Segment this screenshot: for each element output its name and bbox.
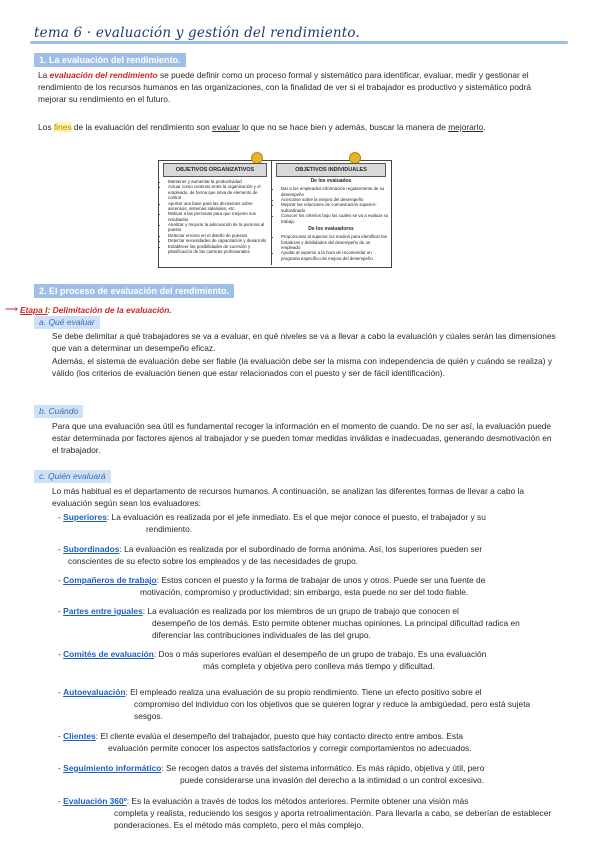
intro-text-post: se puede definir como un proceso formal y sistemático para identificar, evaluar, medir y gestionar el rendimiento de los recursos humanos en las organizaciones, con la finalidad de ver si el trabajador es productivo y sistemático podrá mejorar su rendimiento en el futuro. (38, 70, 531, 105)
evaluator-name: Partes entre iguales (63, 606, 143, 616)
evaluator-desc-cont: motivación, compromiso y productividad; sin embargo, esta puede no ser del todo fiable. (140, 587, 469, 598)
fines-end: . (483, 122, 486, 132)
section-2-heading: 2. El proceso de evaluación del rendimiento. (34, 284, 234, 298)
list-item: • Acercarse sobre la mejora del desempeño (281, 197, 390, 202)
evaluator-desc: : La evaluación es realizada por el jefe inmediato. Es el que mejor conoce el puesto, el trabajador y su (106, 512, 486, 522)
evaluator-name: Clientes (63, 731, 96, 741)
evaluator-desc: : El empleado realiza una evaluación de su propio rendimiento. Tiene un efecto positivo sobre el (125, 687, 482, 697)
subheader-evaluados: De los evaluados (310, 178, 352, 184)
list-item: • Detectar necesidades de capacitación y desarrollo (168, 238, 271, 243)
list-item: • Ayudar al superior a la hora de recomendar un programa específico de mejora del desempeño (281, 250, 390, 261)
etapa-label: Etapa I (20, 305, 48, 315)
fines-mid2: lo que no se hace bien y además, buscar la manera de (239, 122, 449, 132)
evaluator-desc-cont: compromiso del individuo con los objetivos que se quieren lograr y reduce la ambigüedad, pero está sujeta sesgos. (134, 699, 531, 722)
list-item: • Aportar una base para las decisiones sobre ascensos, sistemas salariales, etc. (168, 201, 271, 212)
evaluator-360: - Evaluación 360º: Es la evaluación a través de todos los métodos anteriores. Permite obtener una visión más completa y realista, reduciendo los sesgos y aporta retroalimentación. Para llevarla a cabo, se deberían de establecer ponderaciones. Es el método más completo, pero el más complejo. (58, 795, 558, 832)
evaluator-desc-cont: conscientes de su efecto sobre los empleados y de las necesidades de grupo. (68, 556, 359, 567)
evaluator-name: Autoevaluación (63, 687, 126, 697)
evaluator-name: Seguimiento informático (63, 763, 162, 773)
table-header-organizational: OBJETIVOS ORGANIZATIVOS (163, 163, 267, 177)
subheader-evaluadores: De los evaluadores (308, 225, 354, 232)
subsection-c-label: c. Quién evaluará (34, 470, 111, 483)
subsection-c-p1: Lo más habitual es el departamento de recursos humanos. A continuación, se analizan las diferentes formas de llevar a cabo la evaluación según sean los evaluadores: (52, 486, 525, 509)
evaluator-desc-cont: más completa y objetiva pero conlleva más tiempo y dificultad. (203, 661, 435, 672)
list-item: • Actuar como contexto entre la organización y el empleado, de forma que sirva de elemento de control (168, 184, 271, 200)
intro-term: evaluación del rendimiento (49, 70, 158, 80)
evaluator-autoevaluacion: - Autoevaluación: El empleado realiza una evaluación de su propio rendimiento. Tiene un efecto positivo sobre el compromiso del individuo con los objetivos que se quieren lograr y reduce la ambigüedad, pero está sujeta sesgos. (58, 686, 558, 723)
fines-mejorarlo: mejorarlo (448, 122, 484, 132)
table-header-individual: OBJETIVOS INDIVIDUALES (276, 163, 386, 177)
etapa-heading (20, 304, 172, 316)
list-item: • Analizar y mejorar la adecuación de la persona al puesto (168, 222, 271, 233)
evaluator-desc: : Es la evaluación a través de todos los métodos anteriores. Permite obtener una visión más (126, 796, 469, 806)
list-item: • Motivar a las personas para que mejoren sus resultados (168, 211, 271, 222)
table-col-organizational (159, 161, 272, 265)
organizational-list (159, 179, 271, 254)
evaluator-desc: : Estos concen el puesto y la forma de trabajar de unos y otros. Puede ser una fuente de (156, 575, 486, 585)
evaluator-subordinados: - Subordinados: La evaluación es realizada por el subordinado de forma anónima. Así, los superiores pueden ser conscientes de su efecto sobre los empleados y de las necesidades de grupo. (58, 543, 558, 567)
evaluator-desc-cont: evaluación permite conocer los aspectos satisfactorios y corregir comportamientos no adecuados. (108, 743, 472, 754)
table-col-individual (272, 161, 390, 265)
arrow-icon: ⟶ (5, 304, 18, 314)
subsection-a-p2: Además, el sistema de evaluación debe ser fiable (la evaluación debe ser la misma con independencia de quién y cuándo se realiza) y válido (los criterios de evaluación tienen que estar relacionados con el puesto y ser de fácil identificación). (52, 356, 553, 379)
fines-evaluar: evaluar (212, 122, 240, 132)
evaluator-desc: : La evaluación es realizada por el subordinado de forma anónima. Así, los superiores pueden ser (119, 544, 483, 554)
evaluator-companeros: - Compañeros de trabajo: Estos concen el puesto y la forma de trabajar de unos y otros. Puede ser una fuente de motivación, compromiso y productividad; sin embargo, esta puede no ser del todo fiable. (58, 574, 558, 598)
etapa-rest: : Delimitación de la evaluación. (47, 305, 172, 315)
evaluator-clientes: - Clientes: El cliente evalúa el desempeño del trabajador, puesto que hay contacto directo entre ambos. Esta evaluación permite conocer los aspectos satisfactorios y corregir comportamientos no adecuados. (58, 730, 558, 754)
evaluator-desc: : La evaluación es realizada por los miembros de un grupo de trabajo que conocen el (142, 606, 459, 616)
evaluator-superiores: - Superiores: La evaluación es realizada por el jefe inmediato. Es el que mejor conoce el puesto, el trabajador y su rendimiento. (58, 511, 558, 535)
title-underline (30, 41, 568, 44)
evaluator-desc: : Se recogen datos a través del sistema informático. Es más rápido, objetiva y útil, pero (161, 763, 485, 773)
list-item: • Detectar errores en el diseño de puestos (168, 233, 271, 238)
evaluator-desc-cont: desempeño de los demás. Esto permite obtener muchas opiniones. La principal dificultad radica en diferenciar las contribuciones individuales de las del grupo. (152, 618, 520, 641)
evaluator-name: Superiores (63, 512, 107, 522)
section-1-intro (38, 69, 558, 106)
subsection-b-label: b. Cuándo (34, 405, 83, 418)
evaluator-name: Evaluación 360º (63, 796, 127, 806)
fines-pre: Los (38, 122, 54, 132)
section-1-heading: 1. La evaluación del rendimiento. (34, 53, 186, 67)
evaluados-list (272, 186, 390, 224)
list-item: • Proporcionar al superior los medios para identificar las fortalezas y debilidades del desempeño de un empleado (281, 234, 390, 250)
evaluator-desc-cont: completa y realista, reduciendo los sesgos y aporta retroalimentación. Para llevarla a cabo, se deberían de establecer ponderaciones. Es el método más completo, pero el más complejo. (114, 808, 552, 831)
evaluator-name: Comités de evaluación (63, 649, 154, 659)
objectives-table (158, 160, 392, 268)
page-title: tema 6 · evaluación y gestión del rendimiento. (34, 25, 361, 41)
section-1-fines (38, 121, 558, 133)
list-item: • Dar a los empleados información regularmente de su desempeño (281, 186, 390, 197)
subsection-b-p1: Para que una evaluación sea útil es fundamental recoger la información en el momento de cuando. De no ser así, la evaluación puede estar determinada por factores ajenos al trabajador y se pueden tomar medidas inválidas e inadecuadas, generando desmotivación en el trabajador. (52, 421, 552, 456)
evaluator-desc-cont: puede considerarse una invasión del derecho a la intimidad o un control excesivo. (180, 775, 485, 786)
list-item: • Mejorar las relaciones de comunicación superior-subordinado (281, 202, 390, 213)
evaluator-comites: - Comités de evaluación: Dos o más superiores evalúan el desempeño de un grupo de trabajo. Es una evaluación más completa y objetiva pero conlleva más tiempo y dificultad. (58, 648, 558, 672)
evaluator-name: Subordinados (63, 544, 120, 554)
fines-mid: de la evaluación del rendimiento son (71, 122, 213, 132)
evaluadores-list (272, 234, 390, 261)
evaluator-seguimiento: - Seguimiento informático: Se recogen datos a través del sistema informático. Es más rápido, objetiva y útil, pero puede considerarse una invasión del derecho a la intimidad o un control excesivo. (58, 762, 558, 786)
evaluator-desc: : Dos o más superiores evalúan el desempeño de un grupo de trabajo. Es una evaluación (153, 649, 487, 659)
list-item: • Conocer los criterios bajo los cuales se va a evaluar su trabajo (281, 213, 390, 224)
evaluator-name: Compañeros de trabajo (63, 575, 157, 585)
evaluator-partes-iguales: - Partes entre iguales: La evaluación es realizada por los miembros de un grupo de trabajo que conocen el desempeño de los demás. Esto permite obtener muchas opiniones. La principal dificultad radica en diferenciar las contribuciones individuales de las del grupo. (58, 605, 558, 642)
intro-text-pre: La (38, 70, 50, 80)
list-item: • Establecer las posibilidades de sucesión y planificación de las carreras profesionales (168, 244, 271, 255)
fines-word: fines (53, 122, 72, 132)
subsection-a-p1: Se debe delimitar a qué trabajadores se va a evaluar, en qué niveles se va a llevar a cabo la evaluación y cúales serán las dimensiones que van a determinar un desempeño eficaz. (52, 331, 556, 354)
subsection-a-label: a. Qué evaluar (34, 316, 100, 329)
evaluator-desc-cont: rendimiento. (146, 524, 193, 535)
list-item: • Mantener y aumentar la productividad (168, 179, 271, 184)
evaluator-desc: : El cliente evalúa el desempeño del trabajador, puesto que hay contacto directo entre ambos. Esta (95, 731, 464, 741)
